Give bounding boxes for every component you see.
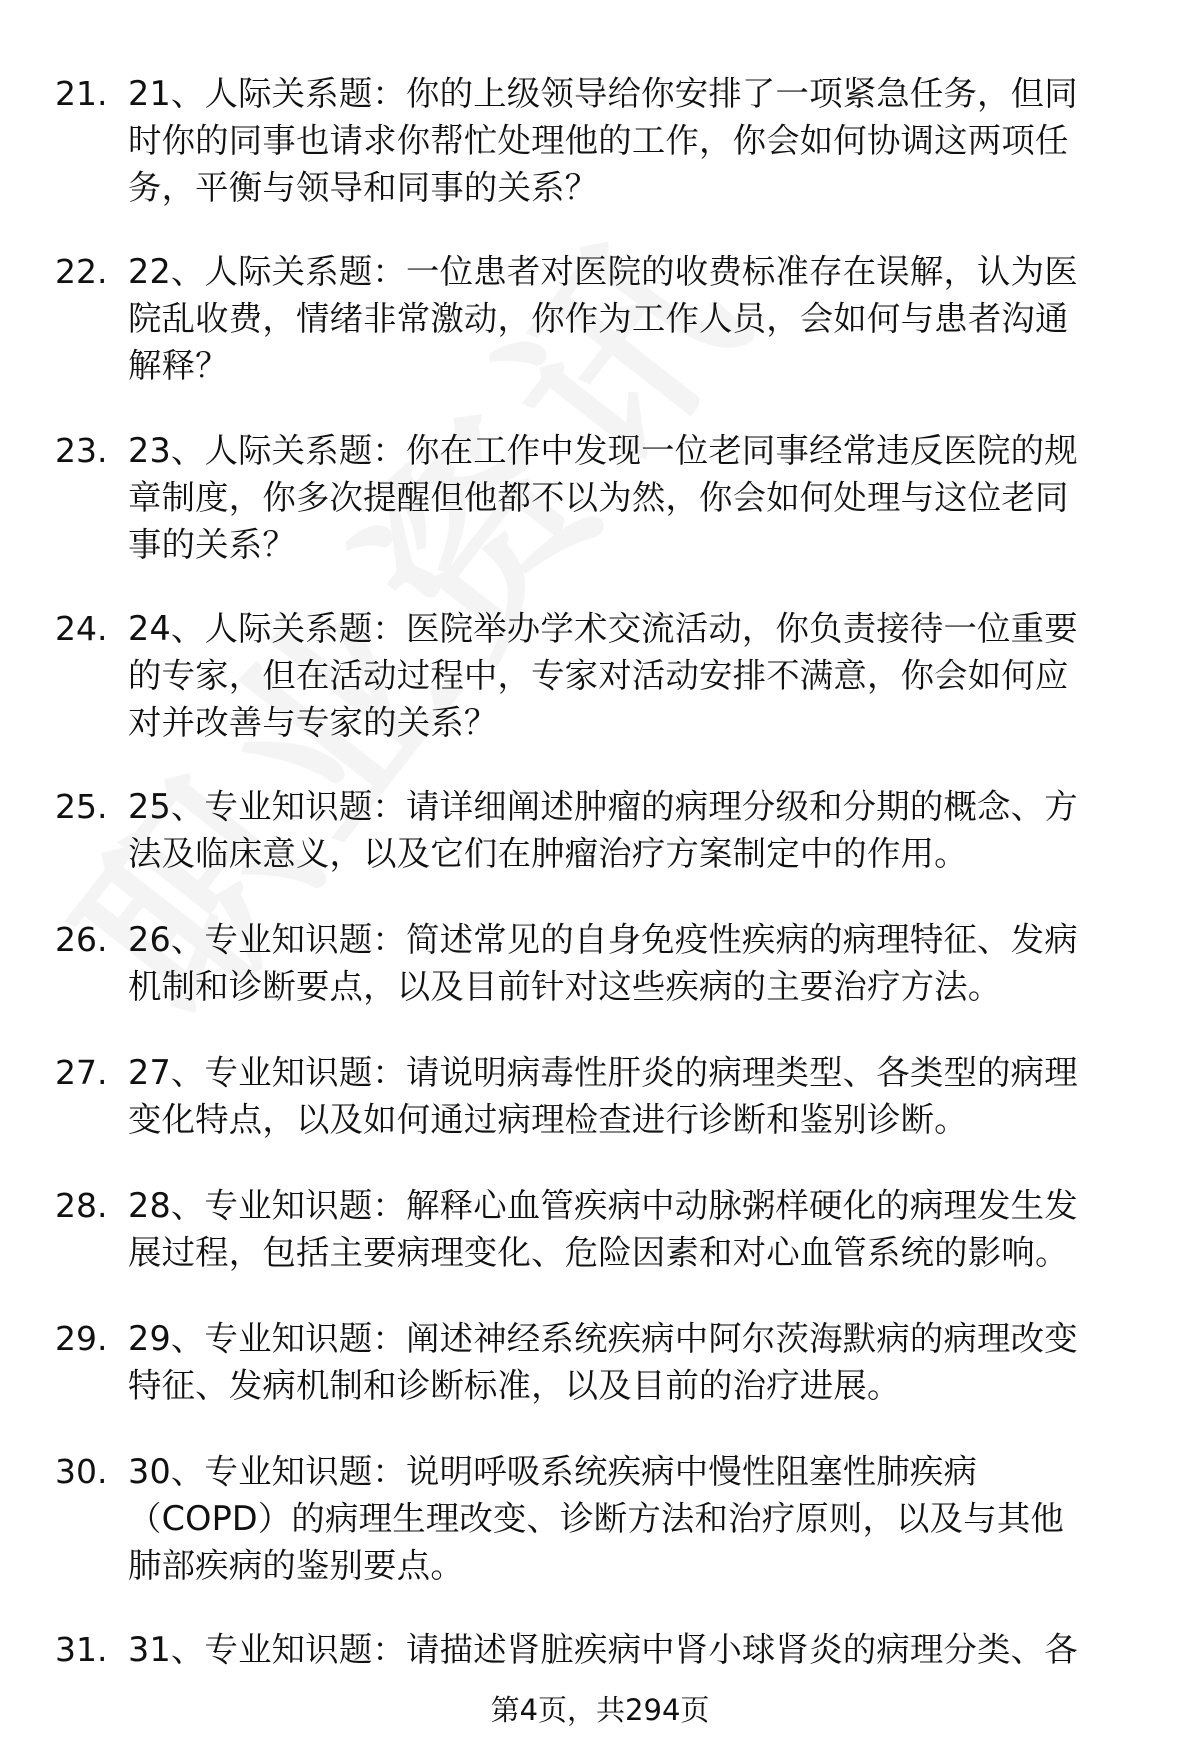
question-text [128,1626,1150,1673]
question-text [128,1448,1150,1589]
question-text-line: 22、人际关系题：一位患者对医院的收费标准存在误解，认为医 [128,252,1078,291]
question-text-line: 23、人际关系题：你在工作中发现一位老同事经常违反医院的规 [128,431,1078,470]
question-text [128,783,1150,877]
question-text-line: 肺部疾病的鉴别要点。 [128,1546,464,1585]
question-text-line: 时你的同事也请求你帮忙处理他的工作，你会如何协调这两项任 [128,121,1069,160]
question-number: 22. [55,252,108,291]
question-number: 21. [55,74,108,113]
question-text-line: 21、人际关系题：你的上级领导给你安排了一项紧急任务，但同 [128,74,1078,113]
question-text-line: 25、专业知识题：请详细阐述肿瘤的病理分级和分期的概念、方 [128,787,1078,826]
question-text [128,916,1150,1010]
question-text-line: 31、专业知识题：请描述肾脏疾病中肾小球肾炎的病理分类、各 [128,1630,1078,1669]
question-text [128,605,1150,746]
question-text-line: 的专家，但在活动过程中，专家对活动安排不满意，你会如何应 [128,656,1069,695]
question-text [128,427,1150,568]
question-number: 31. [55,1630,108,1669]
page-indicator: 第4页，共294页 [490,1693,710,1727]
question-text-line: 24、人际关系题：医院举办学术交流活动，你负责接待一位重要 [128,609,1078,648]
question-text-line: 展过程，包括主要病理变化、危险因素和对心血管系统的影响。 [128,1233,1069,1272]
question-text-line: 27、专业知识题：请说明病毒性肝炎的病理类型、各类型的病理 [128,1053,1078,1092]
question-text-line: 30、专业知识题：说明呼吸系统疾病中慢性阻塞性肺疾病 [128,1452,978,1491]
question-text-line: 解释？ [128,346,229,385]
question-text-line: 法及临床意义，以及它们在肿瘤治疗方案制定中的作用。 [128,834,968,873]
question-text-line: （COPD）的病理生理改变、诊断方法和治疗原则，以及与其他 [128,1499,1065,1538]
question-number: 29. [55,1319,108,1358]
question-number: 27. [55,1053,108,1092]
question-text-line: 29、专业知识题：阐述神经系统疾病中阿尔茨海默病的病理改变 [128,1319,1078,1358]
question-text-line: 26、专业知识题：简述常见的自身免疫性疾病的病理特征、发病 [128,920,1078,959]
question-number: 30. [55,1452,108,1491]
question-number: 25. [55,787,108,826]
question-number: 26. [55,920,108,959]
question-text-line: 对并改善与专家的关系？ [128,703,498,742]
question-number: 24. [55,609,108,648]
question-text [128,1049,1150,1143]
question-text-line: 事的关系？ [128,525,296,564]
question-text-line: 院乱收费，情绪非常激动，你作为工作人员，会如何与患者沟通 [128,299,1069,338]
question-text [128,70,1150,211]
question-text [128,1182,1150,1276]
question-text [128,248,1150,389]
question-text [128,1315,1150,1409]
question-text-line: 章制度，你多次提醒但他都不以为然，你会如何处理与这位老同 [128,478,1069,517]
question-text-line: 机制和诊断要点，以及目前针对这些疾病的主要治疗方法。 [128,967,1002,1006]
question-number: 28. [55,1186,108,1225]
question-number: 23. [55,431,108,470]
question-text-line: 特征、发病机制和诊断标准，以及目前的治疗进展。 [128,1366,901,1405]
question-text-line: 变化特点，以及如何通过病理检查进行诊断和鉴别诊断。 [128,1100,968,1139]
question-text-line: 28、专业知识题：解释心血管疾病中动脉粥样硬化的病理发生发 [128,1186,1078,1225]
question-text-line: 务，平衡与领导和同事的关系？ [128,168,599,207]
page-footer [0,1690,1200,1730]
